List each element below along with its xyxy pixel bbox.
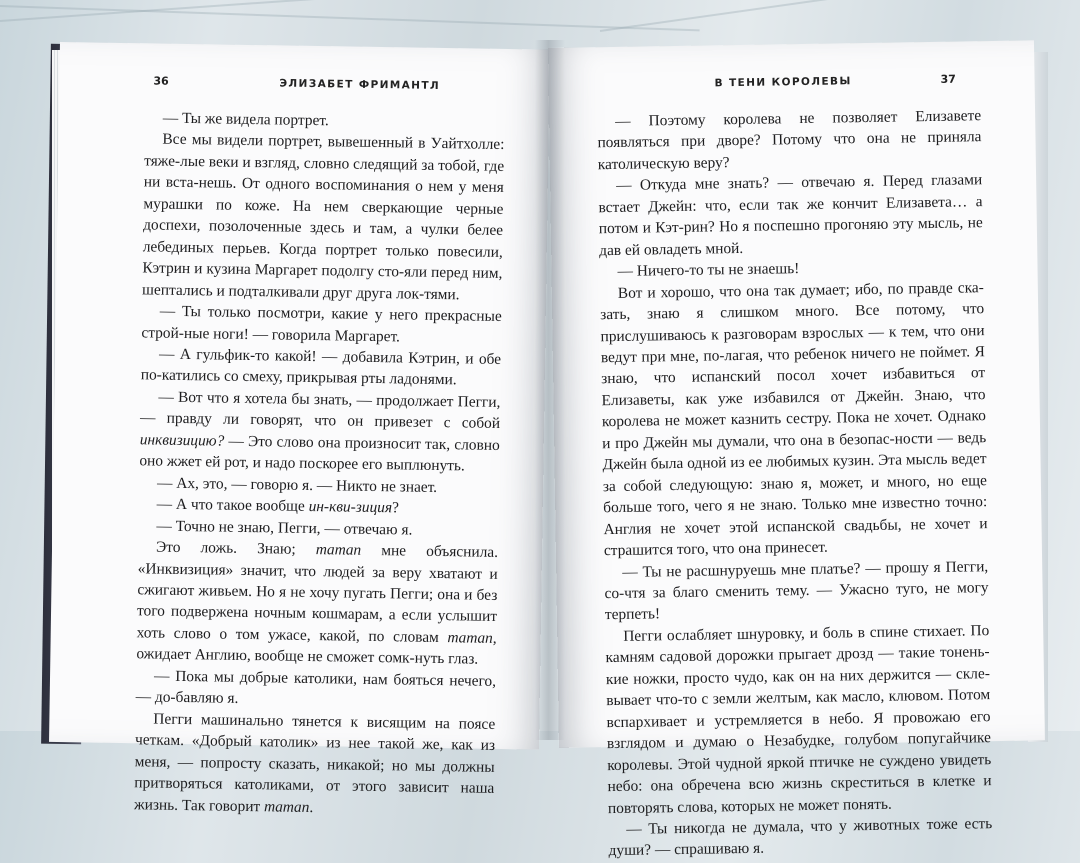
background-grain <box>600 0 1076 32</box>
running-head: ЭЛИЗАБЕТ ФРИМАНТЛ <box>279 77 441 92</box>
paragraph: Это ложь. Знаю; maman мне объяснила. «Инквизиция» значит, что людей за веру хватают и сжигают живьем. Но я не хочу пугать Пегги; она и без того подвержена ночным кошмарам, а если услышит хоть слово о том ужасе, какой, по словам maman, ожидает Англию, вообще не сможет сомк-нуть глаз. <box>136 538 499 668</box>
paragraph: — Вот что я хотела бы знать, — продолжает Пегги, — правду ли говорят, что он привезет с собой инквизицию? — Это слово она произносит так, словно оно жжет ей рот, и надо поскорее его выплюнуть. <box>139 388 501 475</box>
paragraph: — Поэтому королева не позволяет Елизавете появляться при дворе? Потому что она не приняла католическую веру? <box>597 107 982 174</box>
page-number: 36 <box>153 74 169 88</box>
paragraph: — Пока мы добрые католики, нам бояться нечего, — до-бавляю я. <box>135 667 497 708</box>
paragraph: — Точно не знаю, Пегги, — отвечаю я. <box>156 517 413 539</box>
page-number: 37 <box>940 72 956 86</box>
right-page <box>548 40 1045 860</box>
paragraph: Все мы видели портрет, вывешенный в Уайтхолле: тяже-лые веки и взгляд, словно следящий за тобой, где ни вста-нешь. От одного воспоминания о нем у меня мурашки по коже. На нем сверкающие черные доспехи, позолоченные здесь и там, а чулки белее лебединых перьев. Когда портрет только повесили, Кэтрин и кузина Маргарет подолгу сто-яли перед ним, шептались и подталкивали друг друга лок-тями. <box>141 131 505 303</box>
page-body <box>134 107 505 821</box>
paragraph: — Ты только посмотри, какие у него прекрасные строй-ные ноги! — говорила Маргарет. <box>141 302 502 345</box>
paragraph: — А что такое вообще ин-кви-зиция? <box>156 495 400 517</box>
paragraph: — Ничего-то ты не знаешь! <box>617 260 800 281</box>
paragraph: Пегги машинально тянется к висящим на поясе четкам. «Добрый католик» из нее такой же, как из меня, — попросту сказать, никакой; но мы должны притворяться католиками, от этого зависит наша жизнь. Так говорит maman. <box>133 710 496 816</box>
paragraph: Вот и хорошо, что она так думает; ибо, по правде ска-зать, знаю я слишком много. Все потому, что прислушиваюсь к разговорам взрослых — к тем, что они ведут при мне, по-лагая, что ребенок ничего не поймет. Я знаю, что испанский посол хочет избавиться от Елизаветы, как уже избавился от Джейн. Знаю, что королева не может казнить сестру. Пока не хочет. Однако и про Джейн мы думали, что она в безопас-ности — ведь Джейн была одной из ее любимых кузин. Эта мысль ведет за собой следующую: знаю я, может, и много, но еще больше того, чего я не знаю. Только мне известно точно: Англия не хочет этой испанской свадьбы, не хочет и страшится того, что она принесет. <box>600 278 988 560</box>
paragraph: Пегги ослабляет шнуровку, и боль в спине стихает. По камням садовой дорожки прыгает дрозд — такие тонень-кие ножки, просто чудо, как он на них держится — скле-вывает что-то с земли желтым, как масло, клювом. Потом вспархивает и устремляется в небо. Я провожаю его взглядом и думаю о Незабудке, голубом попугайчике королевы. Этой чудной яркой птичке не суждено увидеть небо: она обречена всю жизнь скреститься в клетке и повторять слова, которых не может понять. <box>605 622 992 817</box>
paragraph: — Откуда мне знать? — отвечаю я. Перед глазами встает Джейн: что, если так же кончит Елизавета… а потом и Кэт-рин? Но я поспешно прогоняю эту мысль, не дав ей овладеть мной. <box>598 171 983 259</box>
left-page <box>49 42 550 816</box>
paragraph: — Ах, это, — говорю я. — Никто не знает. <box>156 474 438 496</box>
background-grain <box>0 5 700 31</box>
page-body <box>597 105 993 862</box>
paragraph: — Ты не расшнуруешь мне платье? — прошу я Пегги, со-чтя за благо сменить тему. — Ужасно туго, не могу терпеть! <box>604 557 989 624</box>
paragraph: — Ты никогда не думала, что у животных тоже есть души? — спрашиваю я. <box>608 815 993 860</box>
paragraph: — Ты же видела портрет. <box>162 109 329 130</box>
running-head: В ТЕНИ КОРОЛЕВЫ <box>714 75 852 90</box>
paragraph: — А гульфик-то какой! — добавила Кэтрин, и обе по-катились со смеху, прикрывая рты ладонями. <box>140 345 502 389</box>
